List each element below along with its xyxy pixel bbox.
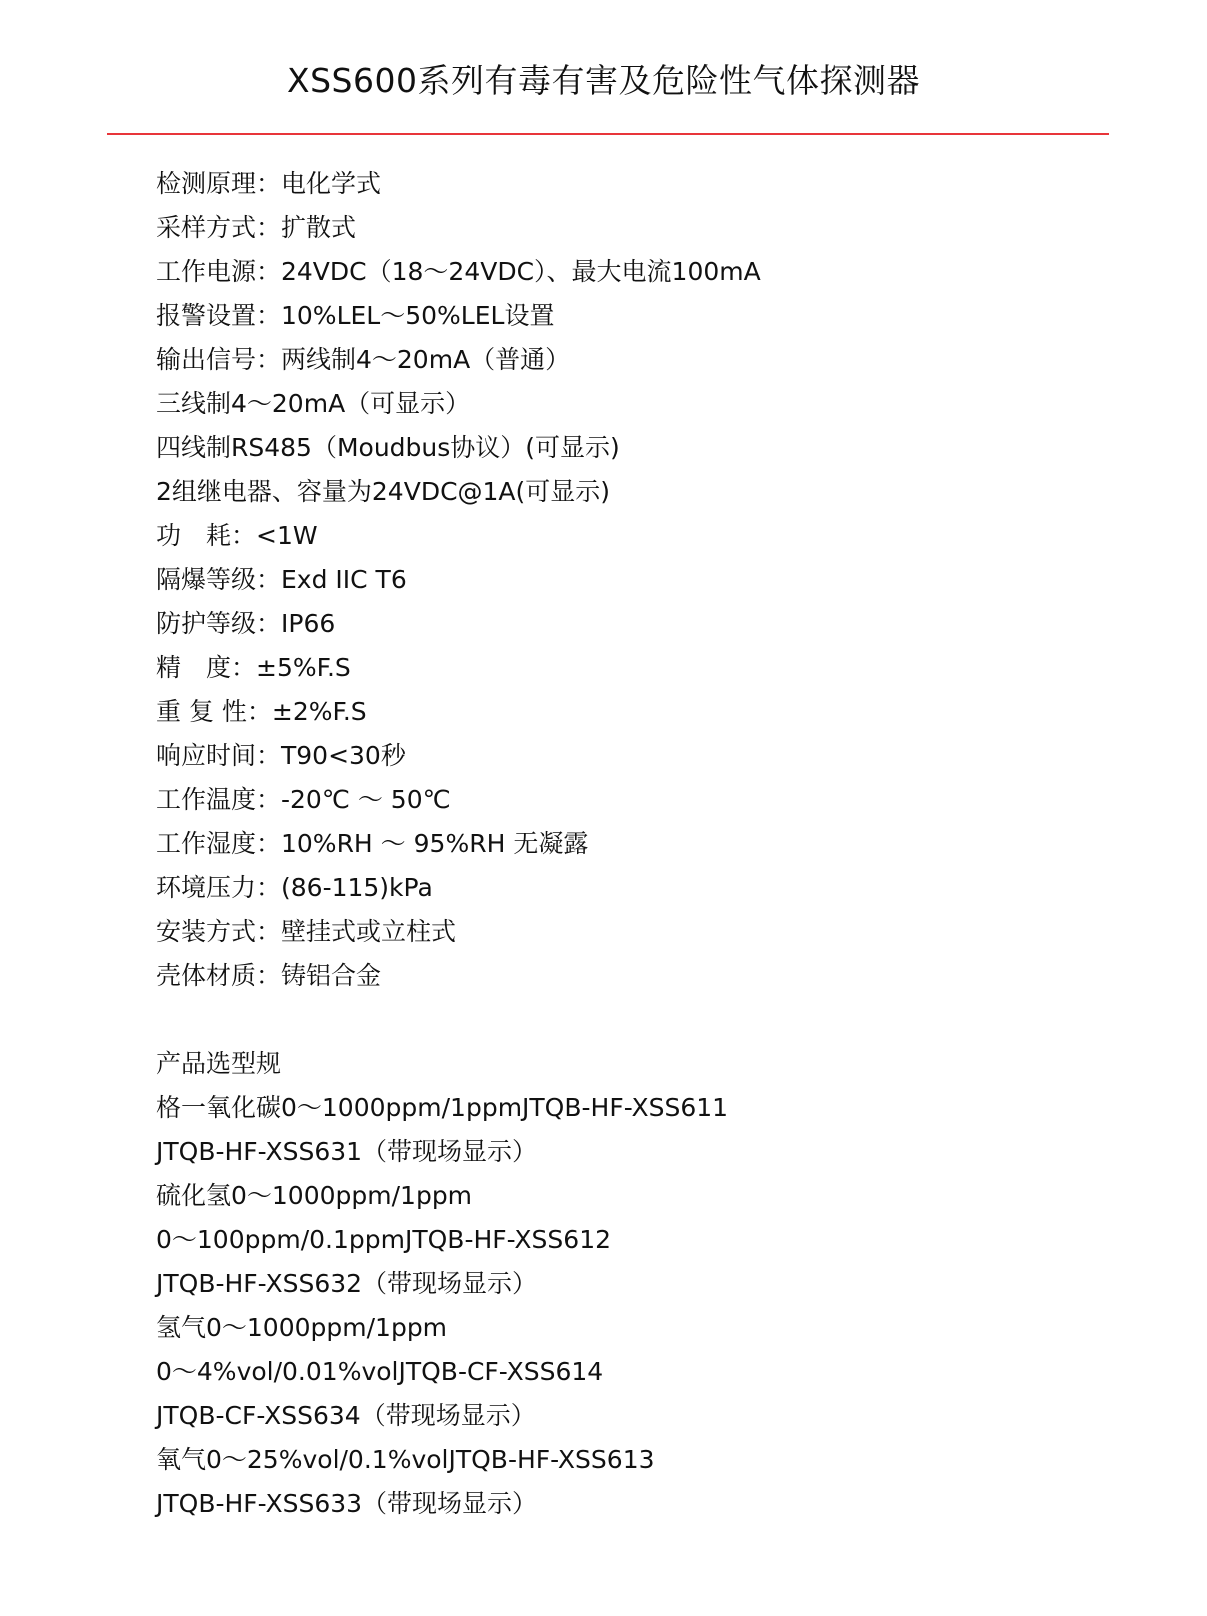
selection-line: 0～4%vol/0.01%volJTQB-CF-XSS614 <box>156 1357 604 1386</box>
selection-line: 格一氧化碳0～1000ppm/1ppmJTQB-HF-XSS611 <box>156 1093 729 1122</box>
spec-line: 安装方式：壁挂式或立柱式 <box>156 917 457 946</box>
spec-line: 工作湿度：10%RH ～ 95%RH 无凝露 <box>156 829 589 858</box>
spec-line: 隔爆等级：Exd IIC T6 <box>156 565 407 594</box>
selection-line: 氢气0～1000ppm/1ppm <box>156 1313 448 1342</box>
document-title: XSS600系列有毒有害及危险性气体探测器 <box>287 61 920 100</box>
spec-line: 重 复 性：±2%F.S <box>156 697 367 726</box>
spec-line: 响应时间：T90<30秒 <box>156 741 406 770</box>
spec-line: 2组继电器、容量为24VDC@1A(可显示) <box>156 477 611 506</box>
selection-line: 产品选型规 <box>156 1049 282 1078</box>
spec-line: 输出信号：两线制4～20mA（普通） <box>156 345 571 374</box>
selection-line: 硫化氢0～1000ppm/1ppm <box>156 1181 473 1210</box>
spec-line: 工作温度：-20℃ ～ 50℃ <box>156 785 451 814</box>
spec-line: 壳体材质：铸铝合金 <box>156 961 382 990</box>
spec-line: 精 度：±5%F.S <box>156 653 351 682</box>
spec-line: 采样方式：扩散式 <box>156 213 357 242</box>
selection-line: JTQB-HF-XSS633（带现场显示） <box>156 1489 538 1518</box>
spec-line: 环境压力：(86-115)kPa <box>156 873 433 902</box>
selection-line: 0～100ppm/0.1ppmJTQB-HF-XSS612 <box>156 1225 612 1254</box>
spec-line: 防护等级：IP66 <box>156 609 336 638</box>
selection-line: JTQB-CF-XSS634（带现场显示） <box>156 1401 536 1430</box>
spec-line: 报警设置：10%LEL～50%LEL设置 <box>156 301 555 330</box>
spec-line: 功 耗：<1W <box>156 521 318 550</box>
selection-line: JTQB-HF-XSS632（带现场显示） <box>156 1269 538 1298</box>
title-divider <box>107 133 1109 135</box>
spec-line: 四线制RS485（Moudbus协议）(可显示) <box>156 433 620 462</box>
spec-line: 检测原理：电化学式 <box>156 169 382 198</box>
selection-line: 氧气0～25%vol/0.1%volJTQB-HF-XSS613 <box>156 1445 655 1474</box>
spec-line: 工作电源：24VDC（18～24VDC）、最大电流100mA <box>156 257 761 286</box>
spec-line: 三线制4～20mA（可显示） <box>156 389 471 418</box>
selection-line: JTQB-HF-XSS631（带现场显示） <box>156 1137 538 1166</box>
